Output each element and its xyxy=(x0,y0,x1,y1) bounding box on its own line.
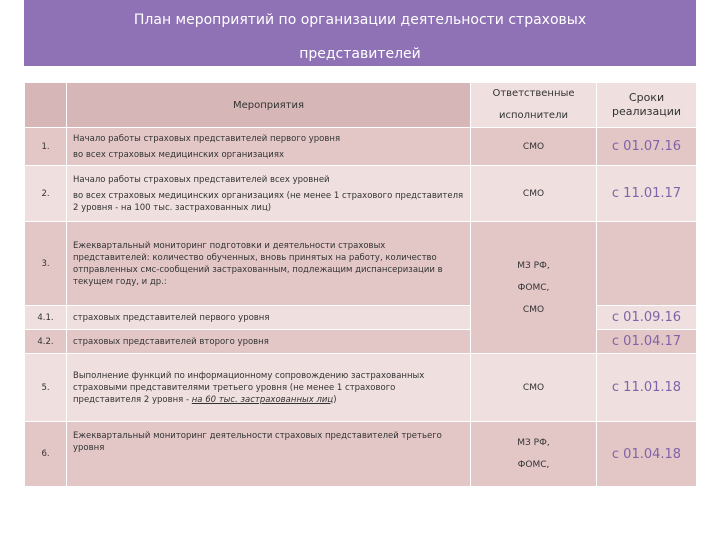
row-responsible-line-1: МЗ РФ, xyxy=(517,260,550,271)
row-event-line-1: Начало работы страховых представителей первого уровня xyxy=(73,133,341,144)
row-event xyxy=(67,354,471,422)
row-responsible: СМО xyxy=(471,354,597,422)
row-responsible-line-3: СМО xyxy=(522,304,545,315)
row-deadline: с 11.01.18 xyxy=(597,354,697,422)
row-event-text: Выполнение функций по информационному сопровождению застрахованных страховыми представителями третьего уровня (не менее 1 страхового представителя 2 уровня - xyxy=(73,370,425,405)
row-number: 2. xyxy=(25,166,67,222)
row-deadline: с 01.04.17 xyxy=(597,330,697,354)
header-responsible-line-2: исполнители xyxy=(499,110,568,121)
table-row xyxy=(25,354,697,422)
table-row xyxy=(25,128,697,166)
row-responsible xyxy=(471,422,597,487)
header-responsible-line-1: Ответственные xyxy=(492,88,575,99)
row-deadline: с 01.04.18 xyxy=(597,422,697,487)
table-row xyxy=(25,422,697,487)
row-event: страховых представителей второго уровня xyxy=(67,330,471,354)
row-responsible-line-2: ФОМС, xyxy=(517,282,550,293)
row-event-italic: на 60 тыс. застрахованных лиц xyxy=(191,394,334,405)
row-event: Ежеквартальный мониторинг деятельности страховых представителей третьего уровня xyxy=(67,422,471,487)
row-event-line-2: во всех страховых медицинских организациях (не менее 1 страхового представителя 2 уровня - на 100 тыс. застрахованных лиц) xyxy=(73,190,464,213)
header-deadline xyxy=(597,83,697,128)
row-responsible-line-2: ФОМС, xyxy=(517,460,550,470)
header-event xyxy=(67,83,471,128)
row-responsible xyxy=(471,222,597,354)
row-responsible: СМО xyxy=(471,128,597,166)
row-event-line-2: во всех страховых медицинских организациях xyxy=(73,149,284,160)
row-number: 5. xyxy=(25,354,67,422)
row-deadline: с 01.07.16 xyxy=(597,128,697,166)
table-header-row xyxy=(25,83,697,128)
row-responsible: СМО xyxy=(471,166,597,222)
row-event xyxy=(67,128,471,166)
row-number: 4.2. xyxy=(25,330,67,354)
table-row xyxy=(25,306,697,330)
title-line-2: представителей xyxy=(299,46,421,62)
row-event: Ежеквартальный мониторинг подготовки и деятельности страховых представителей: количество обученных, вновь принятых на работу, количество отправленных смс-сообщений застрахованным, подлежащим диспансеризации в текущем году, и др.: xyxy=(67,222,471,306)
header-responsible xyxy=(471,83,597,128)
row-responsible-line-1: МЗ РФ, xyxy=(517,438,550,448)
table-row xyxy=(25,222,697,306)
table-row xyxy=(25,330,697,354)
title-line-1: План мероприятий по организации деятельности страховых xyxy=(133,12,587,28)
header-deadline-line-2: реализации xyxy=(611,105,682,118)
row-number: 1. xyxy=(25,128,67,166)
plan-table xyxy=(24,82,697,487)
row-deadline: с 01.09.16 xyxy=(597,306,697,330)
row-deadline-empty xyxy=(597,222,697,306)
table-row xyxy=(25,166,697,222)
row-event-end: ) xyxy=(333,394,337,405)
row-number: 3. xyxy=(25,222,67,306)
row-number: 6. xyxy=(25,422,67,487)
header-deadline-line-1: Сроки xyxy=(628,91,665,104)
header-number xyxy=(25,83,67,128)
row-number: 4.1. xyxy=(25,306,67,330)
row-deadline: с 11.01.17 xyxy=(597,166,697,222)
title-banner xyxy=(24,0,696,66)
row-event-line-1: Начало работы страховых представителей всех уровней xyxy=(73,174,330,185)
row-event: страховых представителей первого уровня xyxy=(67,306,471,330)
header-event-label: Мероприятия xyxy=(233,99,304,111)
row-event xyxy=(67,166,471,222)
